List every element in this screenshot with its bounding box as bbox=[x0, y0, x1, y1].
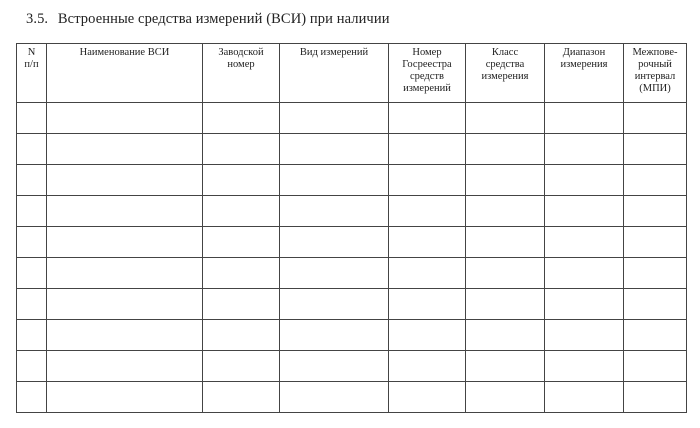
table-cell bbox=[624, 320, 687, 351]
table-row bbox=[17, 103, 687, 134]
table-row bbox=[17, 320, 687, 351]
header-line: интервал bbox=[634, 71, 676, 82]
header-line: номер bbox=[227, 59, 255, 70]
table-cell bbox=[389, 103, 466, 134]
table-cell bbox=[47, 382, 203, 413]
table-cell bbox=[203, 320, 280, 351]
table-cell bbox=[624, 351, 687, 382]
col-serial-header bbox=[203, 44, 280, 103]
header-line: рочный bbox=[638, 59, 672, 70]
table-cell bbox=[47, 289, 203, 320]
table-cell bbox=[203, 103, 280, 134]
table-cell bbox=[545, 134, 624, 165]
table-cell bbox=[389, 289, 466, 320]
table-row bbox=[17, 165, 687, 196]
table-cell bbox=[624, 382, 687, 413]
table-cell bbox=[389, 351, 466, 382]
table-cell bbox=[466, 351, 545, 382]
header-line: п/п bbox=[24, 59, 39, 70]
col-range-header bbox=[545, 44, 624, 103]
table-cell bbox=[17, 351, 47, 382]
header-row bbox=[17, 44, 687, 103]
table-cell bbox=[545, 165, 624, 196]
table-cell bbox=[280, 165, 389, 196]
section-title: Встроенные средства измерений (ВСИ) при наличии bbox=[57, 11, 390, 27]
col-interval-header bbox=[624, 44, 687, 103]
section-number: 3.5. bbox=[26, 11, 49, 27]
table-cell bbox=[545, 289, 624, 320]
header-line: (МПИ) bbox=[639, 83, 671, 94]
table-cell bbox=[545, 103, 624, 134]
table-cell bbox=[280, 320, 389, 351]
table-cell bbox=[466, 258, 545, 289]
table-cell bbox=[545, 227, 624, 258]
header-line: Межпове- bbox=[632, 47, 678, 58]
table-cell bbox=[466, 165, 545, 196]
table-cell bbox=[280, 351, 389, 382]
table-cell bbox=[389, 165, 466, 196]
table-cell bbox=[624, 103, 687, 134]
table-row bbox=[17, 258, 687, 289]
table-cell bbox=[466, 103, 545, 134]
table-cell bbox=[389, 134, 466, 165]
table-cell bbox=[47, 196, 203, 227]
table-row bbox=[17, 351, 687, 382]
header-line: Класс bbox=[491, 47, 519, 58]
table-cell bbox=[624, 258, 687, 289]
section-heading bbox=[26, 11, 390, 28]
table-cell bbox=[203, 196, 280, 227]
col-number-header bbox=[17, 44, 47, 103]
table-cell bbox=[203, 134, 280, 165]
table-cell bbox=[545, 196, 624, 227]
col-name-header bbox=[47, 44, 203, 103]
header-line: Номер bbox=[412, 47, 442, 58]
table-cell bbox=[545, 382, 624, 413]
header-line: измерений bbox=[403, 83, 451, 94]
table-cell bbox=[545, 258, 624, 289]
col-class-header bbox=[466, 44, 545, 103]
table-cell bbox=[545, 320, 624, 351]
table-cell bbox=[389, 196, 466, 227]
table-cell bbox=[466, 289, 545, 320]
table-cell bbox=[203, 165, 280, 196]
table-cell bbox=[17, 196, 47, 227]
table-cell bbox=[624, 165, 687, 196]
table-row bbox=[17, 289, 687, 320]
table-body bbox=[17, 103, 687, 413]
table-cell bbox=[389, 382, 466, 413]
table-cell bbox=[280, 196, 389, 227]
table-cell bbox=[280, 227, 389, 258]
header-line: Заводской bbox=[218, 47, 264, 58]
table-cell bbox=[466, 382, 545, 413]
table-cell bbox=[389, 258, 466, 289]
table-cell bbox=[545, 351, 624, 382]
table-row bbox=[17, 382, 687, 413]
table-cell bbox=[280, 258, 389, 289]
header-line: Наименование ВСИ bbox=[79, 47, 170, 58]
table-cell bbox=[280, 382, 389, 413]
table-cell bbox=[17, 165, 47, 196]
table-cell bbox=[47, 320, 203, 351]
header-line: средства bbox=[485, 59, 525, 70]
table-cell bbox=[17, 258, 47, 289]
instruments-table bbox=[16, 43, 687, 413]
table-row bbox=[17, 227, 687, 258]
table-cell bbox=[280, 103, 389, 134]
table-cell bbox=[624, 196, 687, 227]
table-cell bbox=[17, 382, 47, 413]
header-line: N bbox=[27, 47, 36, 58]
table-cell bbox=[624, 134, 687, 165]
header-line: Госреестра bbox=[402, 59, 452, 70]
table-cell bbox=[203, 351, 280, 382]
table-cell bbox=[466, 134, 545, 165]
col-registry-header bbox=[389, 44, 466, 103]
header-line: средств bbox=[410, 71, 444, 82]
table-cell bbox=[47, 134, 203, 165]
table-cell bbox=[17, 289, 47, 320]
table-cell bbox=[17, 227, 47, 258]
table-cell bbox=[624, 227, 687, 258]
header-line: измерения bbox=[481, 71, 529, 82]
table-cell bbox=[47, 103, 203, 134]
table-cell bbox=[203, 258, 280, 289]
table-cell bbox=[17, 103, 47, 134]
table-cell bbox=[280, 289, 389, 320]
table-cell bbox=[280, 134, 389, 165]
table-cell bbox=[47, 165, 203, 196]
table-cell bbox=[389, 227, 466, 258]
table-cell bbox=[47, 258, 203, 289]
table-cell bbox=[466, 196, 545, 227]
table-cell bbox=[624, 289, 687, 320]
table-cell bbox=[17, 134, 47, 165]
header-line: Диапазон bbox=[562, 47, 606, 58]
table-cell bbox=[389, 320, 466, 351]
table-cell bbox=[47, 351, 203, 382]
header-line: измерения bbox=[560, 59, 608, 70]
table-cell bbox=[203, 382, 280, 413]
header-line: Вид измерений bbox=[299, 47, 369, 58]
table-cell bbox=[466, 320, 545, 351]
table-cell bbox=[47, 227, 203, 258]
table-row bbox=[17, 196, 687, 227]
table-row bbox=[17, 134, 687, 165]
col-measurement-type-header bbox=[280, 44, 389, 103]
table-cell bbox=[203, 227, 280, 258]
table-cell bbox=[466, 227, 545, 258]
table-cell bbox=[17, 320, 47, 351]
table-cell bbox=[203, 289, 280, 320]
